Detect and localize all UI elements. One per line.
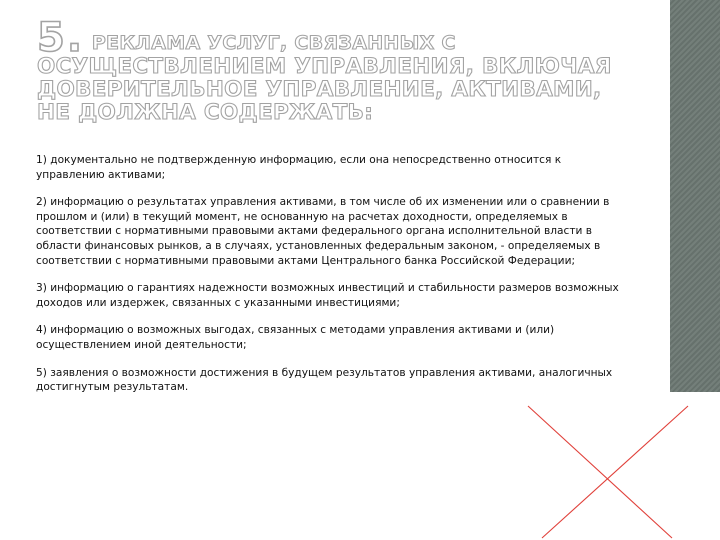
list-item: 5) заявления о возможности достижения в будущем результатов управления активами, аналогичных достигнутым результатам.	[36, 366, 613, 394]
slide-title	[37, 15, 637, 125]
restrictions-list	[36, 153, 632, 405]
list-item: 1) документально не подтвержденную информацию, если она непосредственно относится к управлению активами;	[36, 154, 562, 181]
list-item: 3) информацию о гарантиях надежности возможных инвестиций и стабильности размеров возможных доходов или издержек, связанных с указанными инвестициями;	[36, 282, 619, 309]
red-cross-mark	[500, 392, 720, 540]
cross-line	[528, 406, 672, 538]
title-line1: РЕКЛАМА УСЛУГ, СВЯЗАННЫХ С	[91, 32, 456, 54]
cross-line	[542, 406, 688, 538]
slide-number: 5.	[37, 15, 85, 61]
decorative-side-panel	[670, 0, 720, 392]
title-rest: ОСУЩЕСТВЛЕНИЕМ УПРАВЛЕНИЯ, ВКЛЮЧАЯ ДОВЕРИТЕЛЬНОЕ УПРАВЛЕНИЕ, АКТИВАМИ, НЕ ДОЛЖНА СОДЕРЖАТЬ:	[37, 54, 612, 125]
list-item: 4) информацию о возможных выгодах, связанных с методами управления активами и (или) осуществлением иной деятельности;	[36, 324, 555, 351]
list-item: 2) информацию о результатах управления активами, в том числе об их изменении или о сравнении в прошлом и (или) в текущий момент, не основанную на расчетах доходности, определяемых в соответствии с нормативными правовыми актами федерального органа исполнительной власти в области финансовых рынков, а в случаях, установленных федеральным законом, - определяемых в соответствии с нормативными правовыми актами Центрального банка Российской Федерации;	[36, 196, 610, 267]
